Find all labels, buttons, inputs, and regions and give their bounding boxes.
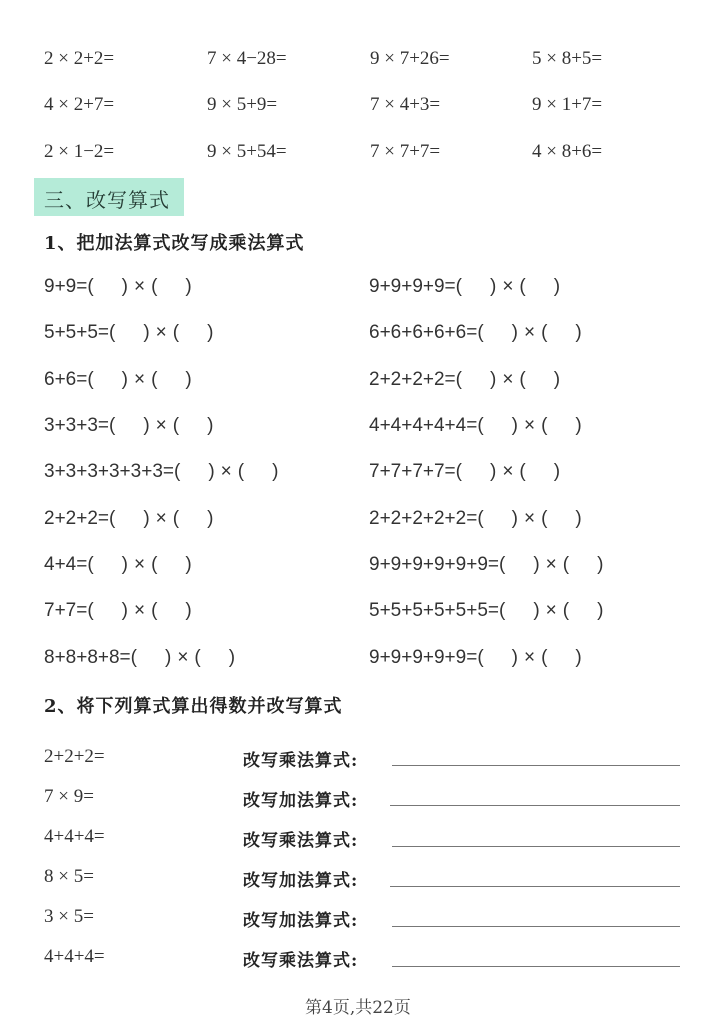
fill-item: 9+9+9+9=( ) × ( )	[369, 276, 561, 297]
math-problem: 2 × 2+2=	[44, 48, 115, 69]
math-problem: 9 × 5+9=	[207, 94, 278, 115]
rewrite-label: 改写加法算式:	[243, 871, 359, 891]
math-problem: 9 × 5+54=	[207, 141, 287, 162]
answer-line[interactable]	[392, 846, 680, 847]
expression: 4+4+4=	[44, 826, 105, 847]
fill-item: 7+7+7+7=( ) × ( )	[369, 461, 561, 482]
answer-line[interactable]	[390, 805, 680, 806]
answer-line[interactable]	[390, 886, 680, 887]
fill-item: 2+2+2=( ) × ( )	[44, 508, 214, 529]
fill-item: 3+3+3+3+3+3=( ) × ( )	[44, 461, 279, 482]
expression: 8 × 5=	[44, 866, 94, 887]
fill-item: 2+2+2+2=( ) × ( )	[369, 369, 561, 390]
rewrite-label: 改写加法算式:	[243, 911, 359, 931]
math-problem: 4 × 8+6=	[532, 141, 603, 162]
fill-item: 3+3+3=( ) × ( )	[44, 415, 214, 436]
page-number: 第4页,共22页	[305, 998, 411, 1018]
rewrite-label: 改写乘法算式:	[243, 751, 359, 771]
expression: 4+4+4=	[44, 946, 105, 967]
answer-line[interactable]	[392, 926, 680, 927]
math-problem: 9 × 7+26=	[370, 48, 450, 69]
answer-line[interactable]	[392, 966, 680, 967]
math-problem: 2 × 1−2=	[44, 141, 115, 162]
fill-item: 4+4+4+4+4=( ) × ( )	[369, 415, 582, 436]
fill-item: 9+9=( ) × ( )	[44, 276, 192, 297]
math-problem: 9 × 1+7=	[532, 94, 603, 115]
math-problem: 7 × 4−28=	[207, 48, 287, 69]
section-title: 三、改写算式	[44, 188, 170, 212]
rewrite-label: 改写乘法算式:	[243, 951, 359, 971]
fill-item: 5+5+5+5+5+5=( ) × ( )	[369, 600, 604, 621]
answer-line[interactable]	[392, 765, 680, 766]
expression: 3 × 5=	[44, 906, 94, 927]
fill-item: 5+5+5=( ) × ( )	[44, 322, 214, 343]
fill-item: 4+4=( ) × ( )	[44, 554, 192, 575]
fill-item: 9+9+9+9+9=( ) × ( )	[369, 647, 582, 668]
expression: 2+2+2=	[44, 746, 105, 767]
math-problem: 7 × 4+3=	[370, 94, 441, 115]
part1-title: 1、把加法算式改写成乘法算式	[44, 233, 305, 254]
section-header	[34, 178, 184, 216]
part2-title: 2、将下列算式算出得数并改写算式	[44, 696, 343, 717]
math-problem: 4 × 2+7=	[44, 94, 115, 115]
rewrite-label: 改写加法算式:	[243, 791, 359, 811]
fill-item: 9+9+9+9+9+9=( ) × ( )	[369, 554, 604, 575]
fill-item: 8+8+8+8=( ) × ( )	[44, 647, 236, 668]
fill-item: 7+7=( ) × ( )	[44, 600, 192, 621]
rewrite-label: 改写乘法算式:	[243, 831, 359, 851]
math-problem: 7 × 7+7=	[370, 141, 441, 162]
math-problem: 5 × 8+5=	[532, 48, 603, 69]
fill-item: 6+6+6+6+6=( ) × ( )	[369, 322, 582, 343]
fill-item: 6+6=( ) × ( )	[44, 369, 192, 390]
fill-item: 2+2+2+2+2=( ) × ( )	[369, 508, 582, 529]
expression: 7 × 9=	[44, 786, 94, 807]
